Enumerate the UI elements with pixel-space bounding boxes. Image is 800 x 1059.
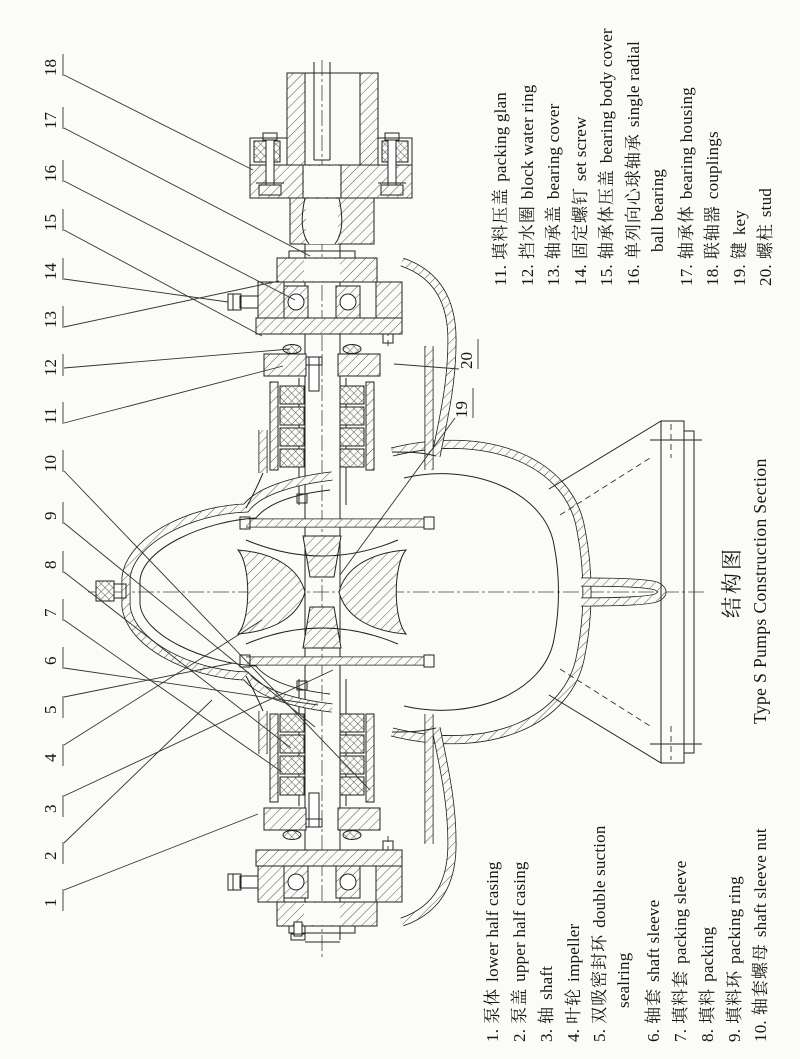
coupling — [250, 73, 412, 244]
parts-list-item-19: 19.键key — [730, 209, 749, 286]
parts-list-item-2: 2.泵盖upper half casing — [510, 861, 529, 1042]
callout-6: 6 — [41, 656, 60, 665]
callout-20: 20 — [457, 352, 476, 369]
callout-12: 12 — [41, 359, 60, 376]
drawing-title-chinese: 结构图 — [720, 546, 744, 618]
parts-list-item-20: 20.螺柱stud — [756, 188, 775, 286]
callout-4: 4 — [41, 753, 60, 762]
callout-9: 9 — [41, 511, 60, 520]
parts-list-item-11: 11.填料压盖packing glan — [491, 92, 510, 286]
parts-list-item-15: 15.轴承体压盖bearing body cover — [597, 28, 616, 286]
callout-16: 16 — [41, 165, 60, 182]
callout-13: 13 — [41, 311, 60, 328]
callout-19: 19 — [452, 401, 471, 418]
callout-8: 8 — [41, 560, 60, 569]
parts-list-item-18: 18.联轴器couplings — [703, 131, 722, 286]
parts-list-item-9: 9.填料环packing ring — [725, 875, 744, 1042]
parts-list-item-1: 1.泵体lower half casing — [483, 861, 502, 1042]
parts-list-item-16-cont: ball bearing — [648, 168, 667, 252]
parts-list-item-14: 14.固定螺钉set screw — [571, 116, 590, 286]
parts-list-item-7: 7.填料套packing sleeve — [671, 860, 690, 1042]
parts-list-item-3: 3.轴shaft — [537, 965, 556, 1042]
callout-3: 3 — [41, 804, 60, 813]
parts-list-item-8: 8.填料packing — [698, 926, 717, 1042]
parts-list-item-17: 17.轴承体bearing housing — [677, 87, 696, 286]
parts-list-item-5-cont: sealring — [614, 952, 633, 1008]
callout-17: 17 — [41, 112, 60, 129]
parts-list-item-13: 13.轴承盖bearing cover — [544, 103, 563, 286]
parts-list-item-12: 12.挡水圈block water ring — [518, 84, 537, 286]
callout-5: 5 — [41, 705, 60, 714]
impeller — [238, 517, 434, 667]
callout-15: 15 — [41, 214, 60, 231]
callout-1: 1 — [41, 898, 60, 907]
parts-list-item-6: 6.轴套shaft sleeve — [644, 899, 663, 1042]
bearing-assembly-upper — [228, 251, 402, 334]
callout-2: 2 — [41, 851, 60, 860]
parts-list-item-5: 5.双吸密封环double suction — [590, 825, 609, 1042]
callout-10: 10 — [41, 455, 60, 472]
callout-11: 11 — [41, 407, 60, 424]
parts-list-item-4: 4.叶轮impeller — [564, 923, 583, 1042]
callout-14: 14 — [41, 263, 60, 280]
parts-list-item-10: 10.轴套螺母shaft sleeve nut — [751, 828, 770, 1042]
bearing-assembly-lower — [228, 850, 402, 942]
callout-7: 7 — [41, 608, 60, 617]
parts-list-item-16: 16.单列向心球轴承single radial — [624, 40, 643, 286]
callout-18: 18 — [41, 59, 60, 76]
drawing-title-english: Type S Pumps Construction Section — [750, 458, 770, 724]
